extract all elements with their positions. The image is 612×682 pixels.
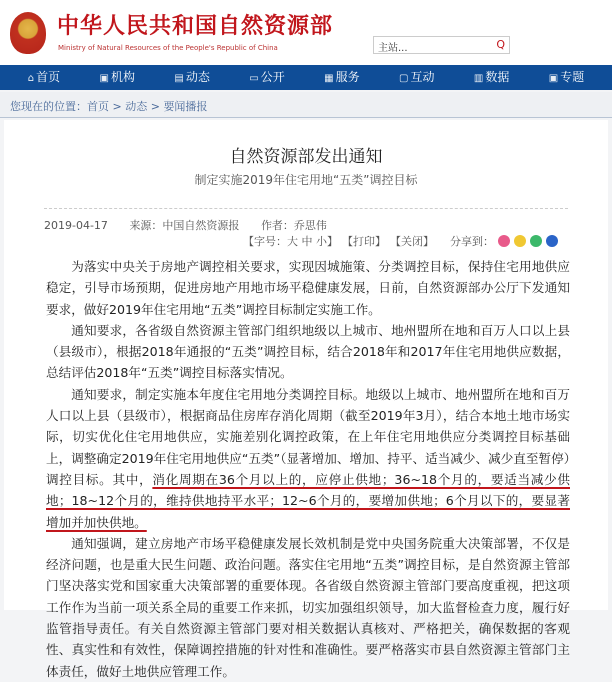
qzone-share-icon[interactable]	[514, 235, 526, 247]
article-card	[4, 120, 608, 679]
weibo-share-icon[interactable]	[498, 235, 510, 247]
paragraph	[46, 384, 570, 533]
chart-icon: ▥	[473, 73, 484, 84]
article-body	[46, 256, 570, 682]
nav-data[interactable]	[474, 65, 509, 90]
paragraph: 通知强调，建立房地产市场平稳健康发展长效机制是党中央国务院重大决策部署，不仅是经济问题，也是重大民生问题、政治问题。落实住宅用地“五类”调控目标，是自然资源主管部门坚决落实党和国家重大决策部署的重要体现。各省级自然资源主管部门要高度重视，把这项工作作为当前一项关系全局的重要工作来抓，切实加强组织领导，加大监督检查力度，履行好监管指导责任。有关自然资源主管部门要对相关数据认真核对、严格把关，确保数据的客观性、真实性和有效性，保障调控措施的针对性和准确性。要严格落实市县自然资源主管部门主体责任，做好土地供应管理工作。	[46, 535, 570, 679]
nav-label: 首页	[36, 70, 61, 84]
home-icon: ⌂	[27, 73, 35, 84]
topic-icon: ▣	[548, 73, 559, 84]
breadcrumb-prefix: 您现在的位置：	[10, 100, 87, 113]
site-title[interactable]: 中华人民共和国自然资源部	[57, 14, 334, 39]
close-button[interactable]: 【关闭】	[390, 235, 434, 248]
site-header	[0, 0, 612, 65]
search-placeholder: 主站...	[378, 43, 408, 54]
chat-icon: ▢	[398, 73, 409, 84]
nav-public[interactable]	[249, 65, 284, 90]
search-input[interactable]	[373, 36, 510, 54]
nav-label: 公开	[260, 70, 285, 84]
nav-label: 数据	[485, 70, 510, 84]
breadcrumb	[0, 92, 612, 118]
breadcrumb-home[interactable]: 首页	[87, 100, 109, 113]
breadcrumb-headlines[interactable]: 要闻播报	[163, 100, 208, 113]
divider	[44, 208, 568, 209]
breadcrumb-news[interactable]: 动态	[125, 100, 148, 113]
organization-icon: ▣	[99, 73, 109, 84]
service-icon: ▦	[324, 73, 334, 84]
article-subtitle: 制定实施2019年住宅用地“五类”调控目标	[194, 173, 418, 187]
national-emblem-icon	[10, 12, 46, 54]
nav-label: 动态	[185, 70, 210, 84]
renren-share-icon[interactable]	[546, 235, 558, 247]
article-source: 来源：中国自然资源报	[129, 219, 240, 232]
article-title: 自然资源部发出通知	[229, 147, 383, 167]
search-icon[interactable]: Q	[496, 38, 505, 51]
nav-organization[interactable]	[99, 65, 134, 90]
article-tools	[243, 233, 558, 249]
article-date: 2019-04-17	[44, 219, 108, 232]
paragraph-text: 通知要求，制定实施本年度住宅用地分类调控目标。地级以上城市、地州盟所在地和百万人口以上县（县级市），根据商品住房库存消化周期（截至2019年3月），结合本地土地市场实际，切实优化住宅用地供应，实施差别化调控政策，在上年住宅用地供应分类调控目标基础上，调整确定2019年住宅用地供应“五类”（显著增加、增加、持平、适当减少、减少直至暂停）调控目标。其中，	[46, 386, 570, 487]
main-nav	[0, 65, 612, 90]
font-size-control[interactable]: 【字号：大 中 小】	[243, 235, 338, 248]
nav-service[interactable]	[324, 65, 359, 90]
nav-news[interactable]	[174, 65, 209, 90]
share-label: 分享到：	[450, 235, 494, 248]
public-icon: ▭	[249, 73, 259, 84]
nav-label: 机构	[110, 70, 135, 84]
paragraph: 为落实中央关于房地产调控相关要求，实现因城施策、分类调控目标，保持住宅用地供应稳定，引导市场预期，促进房地产用地市场平稳健康发展，日前，自然资源部办公厅下发通知要求，做好2019年住宅用地“五类”调控目标制定实施工作。	[46, 259, 570, 317]
site-subtitle: Ministry of Natural Resources of the People's Republic of China	[58, 44, 278, 52]
paragraph: 通知要求，各省级自然资源主管部门组织地级以上城市、地州盟所在地和百万人口以上县（县级市），根据2018年通报的“五类”调控目标，结合2018年和2017年住宅用地供应数据，总结评估2018年“五类”调控目标落实情况。	[46, 322, 570, 381]
article-meta	[44, 217, 345, 233]
article-author: 作者：乔思伟	[260, 219, 327, 232]
nav-label: 专题	[560, 70, 585, 84]
breadcrumb-separator: >	[109, 100, 126, 113]
nav-label: 互动	[410, 70, 435, 84]
highlighted-text: 消化周期在36个月以上的，应停止供地；36~18个月的，要适当减少供地；18~12个月的，维持供地持平水平；12~6个月的，要增加供地；6个月以下的，要显著增加并加快供地。	[46, 471, 570, 530]
print-button[interactable]: 【打印】	[342, 235, 386, 248]
nav-home[interactable]	[28, 65, 60, 90]
wechat-share-icon[interactable]	[530, 235, 542, 247]
nav-topics[interactable]	[549, 65, 584, 90]
news-icon: ▤	[174, 73, 184, 84]
breadcrumb-separator: >	[147, 100, 164, 113]
nav-interaction[interactable]	[399, 65, 434, 90]
nav-label: 服务	[335, 70, 360, 84]
